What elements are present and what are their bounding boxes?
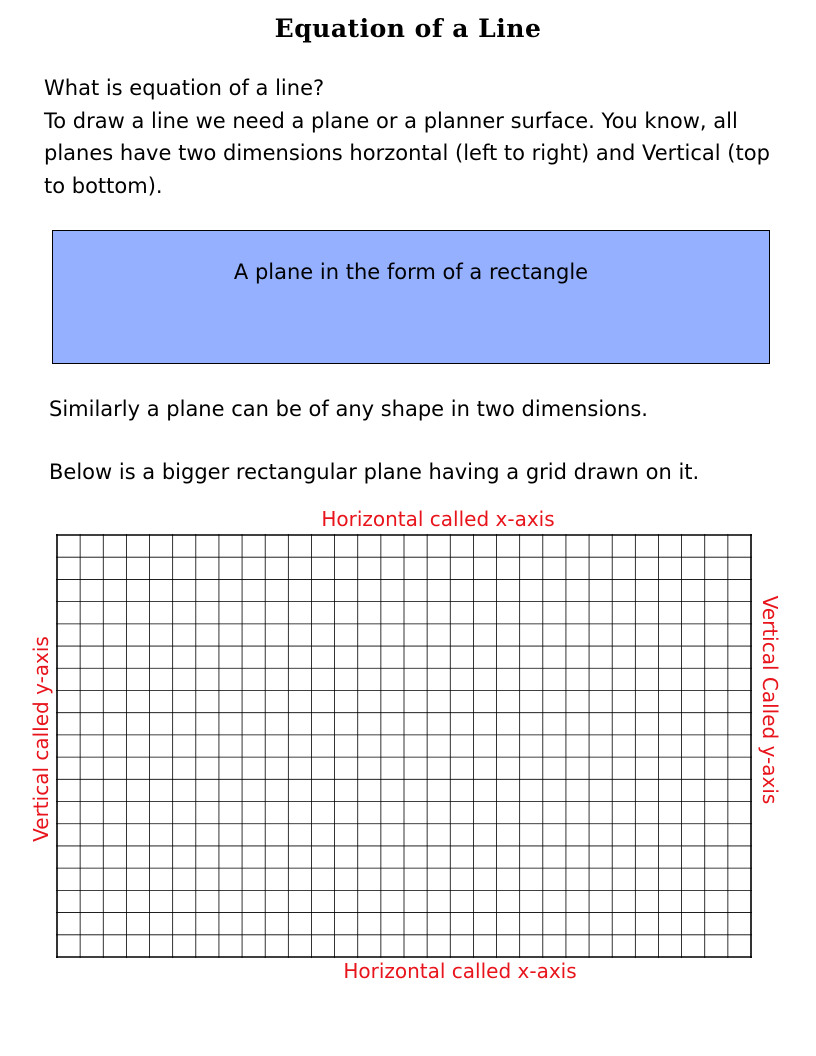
plane-rectangle [52,230,770,364]
intro-explanation: To draw a line we need a plane or a planner surface. You know, all planes have two dimensions horzontal (left to right) and Vertical (top to bottom). [44,108,770,198]
y-axis-label-right: Vertical Called y-axis [758,595,782,805]
paragraph-shapes: Similarly a plane can be of any shape in two dimensions. [49,397,648,421]
page-title: Equation of a Line [274,14,542,43]
intro-question: What is equation of a line? [44,76,325,100]
x-axis-label-top: Horizontal called x-axis [321,507,555,531]
y-axis-label-left: Vertical called y-axis [29,636,53,842]
plane-rectangle-label: A plane in the form of a rectangle [233,260,589,284]
paragraph-grid-intro: Below is a bigger rectangular plane having a grid drawn on it. [49,460,700,484]
grid-svg [56,534,752,958]
x-axis-label-bottom: Horizontal called x-axis [343,959,577,983]
grid-plane [56,534,752,958]
intro-text [44,72,784,202]
